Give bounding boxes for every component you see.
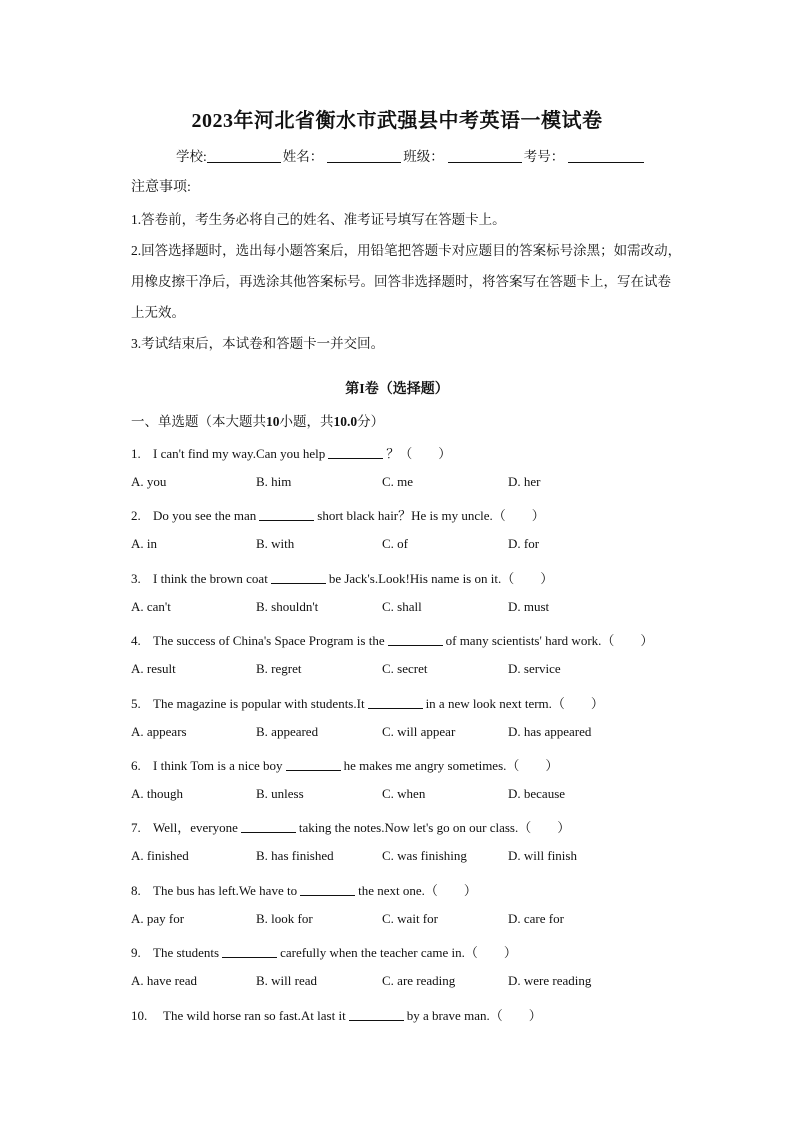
answer-option[interactable]: D. must bbox=[508, 598, 550, 614]
question-number: 5. bbox=[131, 695, 141, 711]
question-text-end: short black hair？He is my uncle.（ ） bbox=[317, 508, 545, 524]
name-label: 姓名： bbox=[282, 149, 324, 164]
note-line: 上无效。 bbox=[131, 305, 185, 320]
answer-blank[interactable] bbox=[259, 508, 314, 521]
note-line: 用橡皮擦干净后，再选涂其他答案标号。回答非选择题时，将答案写在答题卡上，写在试卷 bbox=[131, 274, 671, 289]
question-text-end: the next one.（ ） bbox=[358, 882, 477, 898]
answer-option[interactable]: A. result bbox=[131, 661, 176, 677]
question-stem bbox=[131, 817, 570, 836]
class-blank[interactable] bbox=[448, 148, 522, 163]
answer-option[interactable]: D. will finish bbox=[508, 848, 577, 864]
question-stem bbox=[131, 942, 517, 961]
question-number: 1. bbox=[131, 446, 141, 461]
note-line: 2.回答选择题时，选出每小题答案后，用铅笔把答题卡对应题目的答案标号涂黑；如需改动， bbox=[131, 243, 682, 258]
answer-option[interactable]: C. will appear bbox=[382, 723, 456, 739]
question-text: Well，everyone bbox=[153, 820, 238, 836]
answer-option[interactable]: B. appeared bbox=[256, 723, 319, 739]
question-text: Do you see the man bbox=[153, 508, 257, 524]
question-number: 10. bbox=[131, 1007, 148, 1023]
answer-option[interactable]: C. when bbox=[382, 786, 426, 801]
exam-number-blank[interactable] bbox=[568, 148, 644, 163]
answer-blank[interactable] bbox=[241, 820, 296, 833]
answer-option[interactable]: C. of bbox=[382, 536, 408, 552]
note-line: 1.答卷前，考生务必将自己的姓名、准考证号填写在答题卡上。 bbox=[131, 212, 506, 227]
student-info-line bbox=[176, 145, 646, 165]
name-blank[interactable] bbox=[327, 148, 401, 163]
question-number: 7. bbox=[131, 820, 141, 836]
answer-option[interactable]: A. though bbox=[131, 786, 183, 801]
answer-option[interactable]: A. in bbox=[131, 536, 157, 552]
answer-option[interactable]: B. will read bbox=[256, 973, 318, 989]
question-text: The success of China's Space Program is the bbox=[153, 633, 385, 649]
question-text: The magazine is popular with students.It bbox=[153, 695, 365, 711]
answer-option[interactable]: D. were reading bbox=[508, 973, 592, 989]
answer-option[interactable]: D. has appeared bbox=[508, 723, 592, 739]
answer-blank[interactable] bbox=[388, 633, 443, 646]
answer-option[interactable]: C. shall bbox=[382, 598, 422, 614]
note-line: 3.考试结束后，本试卷和答题卡一并交回。 bbox=[131, 336, 385, 351]
question-text-end: be Jack's.Look!His name is on it.（ ） bbox=[328, 570, 554, 586]
school-label: 学校: bbox=[176, 149, 207, 164]
answer-option[interactable]: B. him bbox=[256, 474, 292, 489]
answer-blank[interactable] bbox=[271, 571, 326, 584]
answer-option[interactable]: B. unless bbox=[256, 786, 304, 801]
question-number: 3. bbox=[131, 570, 141, 586]
question-stem bbox=[131, 693, 604, 712]
answer-option[interactable]: B. regret bbox=[256, 661, 302, 677]
question-text: I think Tom is a nice boy bbox=[153, 758, 283, 773]
question-text-end: taking the notes.Now let's go on our class.（ ） bbox=[298, 820, 571, 836]
question-text-end: ？（ ） bbox=[386, 446, 452, 461]
question-text: I can't find my way.Can you help bbox=[153, 446, 326, 461]
question-number: 2. bbox=[131, 508, 141, 524]
school-blank[interactable] bbox=[207, 148, 281, 163]
answer-option[interactable]: B. has finished bbox=[256, 848, 334, 864]
exam-title: 2023年河北省衡水市武强县中考英语一模试卷 bbox=[191, 110, 603, 132]
question-text: The students bbox=[153, 945, 220, 961]
answer-option[interactable]: A. you bbox=[131, 474, 167, 489]
notes-heading: 注意事项: bbox=[131, 180, 191, 195]
answer-option[interactable]: A. appears bbox=[131, 723, 187, 739]
question-number: 6. bbox=[131, 758, 141, 773]
question-text-end: in a new look next term.（ ） bbox=[425, 695, 604, 711]
question-text: I think the brown coat bbox=[153, 570, 268, 586]
answer-blank[interactable] bbox=[328, 446, 383, 459]
answer-blank[interactable] bbox=[222, 945, 277, 958]
exam-number-label: 考号： bbox=[523, 149, 565, 164]
class-label: 班级： bbox=[403, 149, 444, 164]
question-text-end: of many scientists' hard work.（ ） bbox=[445, 633, 654, 649]
answer-option[interactable]: A. pay for bbox=[131, 910, 185, 926]
answer-blank[interactable] bbox=[368, 696, 423, 709]
answer-option[interactable]: C. me bbox=[382, 474, 414, 489]
answer-option[interactable]: B. shouldn't bbox=[256, 598, 319, 614]
answer-blank[interactable] bbox=[349, 1008, 404, 1021]
answer-option[interactable]: D. her bbox=[508, 474, 541, 489]
answer-option[interactable]: B. look for bbox=[256, 910, 313, 926]
question-stem bbox=[131, 880, 477, 899]
question-text-end: carefully when the teacher came in.（ ） bbox=[280, 945, 517, 961]
question-stem bbox=[131, 505, 545, 524]
answer-option[interactable]: D. care for bbox=[508, 910, 564, 926]
answer-option[interactable]: D. service bbox=[508, 661, 561, 677]
question-number: 8. bbox=[131, 882, 141, 898]
answer-option[interactable]: C. was finishing bbox=[382, 848, 467, 864]
question-text: The wild horse ran so fast.At last it bbox=[163, 1007, 346, 1023]
answer-option[interactable]: A. finished bbox=[131, 848, 189, 864]
section-title: 第I卷（选择题） bbox=[345, 382, 449, 397]
question-text: The bus has left.We have to bbox=[153, 882, 298, 898]
question-stem bbox=[131, 443, 451, 462]
part-heading: 一、单选题（本大题共10小题，共10.0分） bbox=[131, 414, 385, 429]
answer-option[interactable]: D. for bbox=[508, 536, 540, 552]
question-text-end: he makes me angry sometimes.（ ） bbox=[343, 758, 559, 773]
answer-option[interactable]: A. can't bbox=[131, 598, 171, 614]
question-stem bbox=[131, 568, 553, 587]
question-text-end: by a brave man.（ ） bbox=[406, 1007, 542, 1023]
question-stem bbox=[131, 755, 558, 774]
answer-option[interactable]: C. are reading bbox=[382, 973, 456, 989]
answer-blank[interactable] bbox=[286, 758, 341, 771]
question-number: 4. bbox=[131, 633, 141, 649]
answer-option[interactable]: C. wait for bbox=[382, 910, 438, 926]
answer-option[interactable]: D. because bbox=[508, 786, 566, 801]
answer-option[interactable]: C. secret bbox=[382, 661, 428, 677]
question-number: 9. bbox=[131, 945, 141, 961]
answer-option[interactable]: B. with bbox=[256, 536, 295, 552]
question-stem bbox=[131, 1005, 542, 1024]
answer-blank[interactable] bbox=[300, 883, 355, 896]
answer-option[interactable]: A. have read bbox=[131, 973, 198, 989]
question-stem bbox=[131, 630, 653, 649]
